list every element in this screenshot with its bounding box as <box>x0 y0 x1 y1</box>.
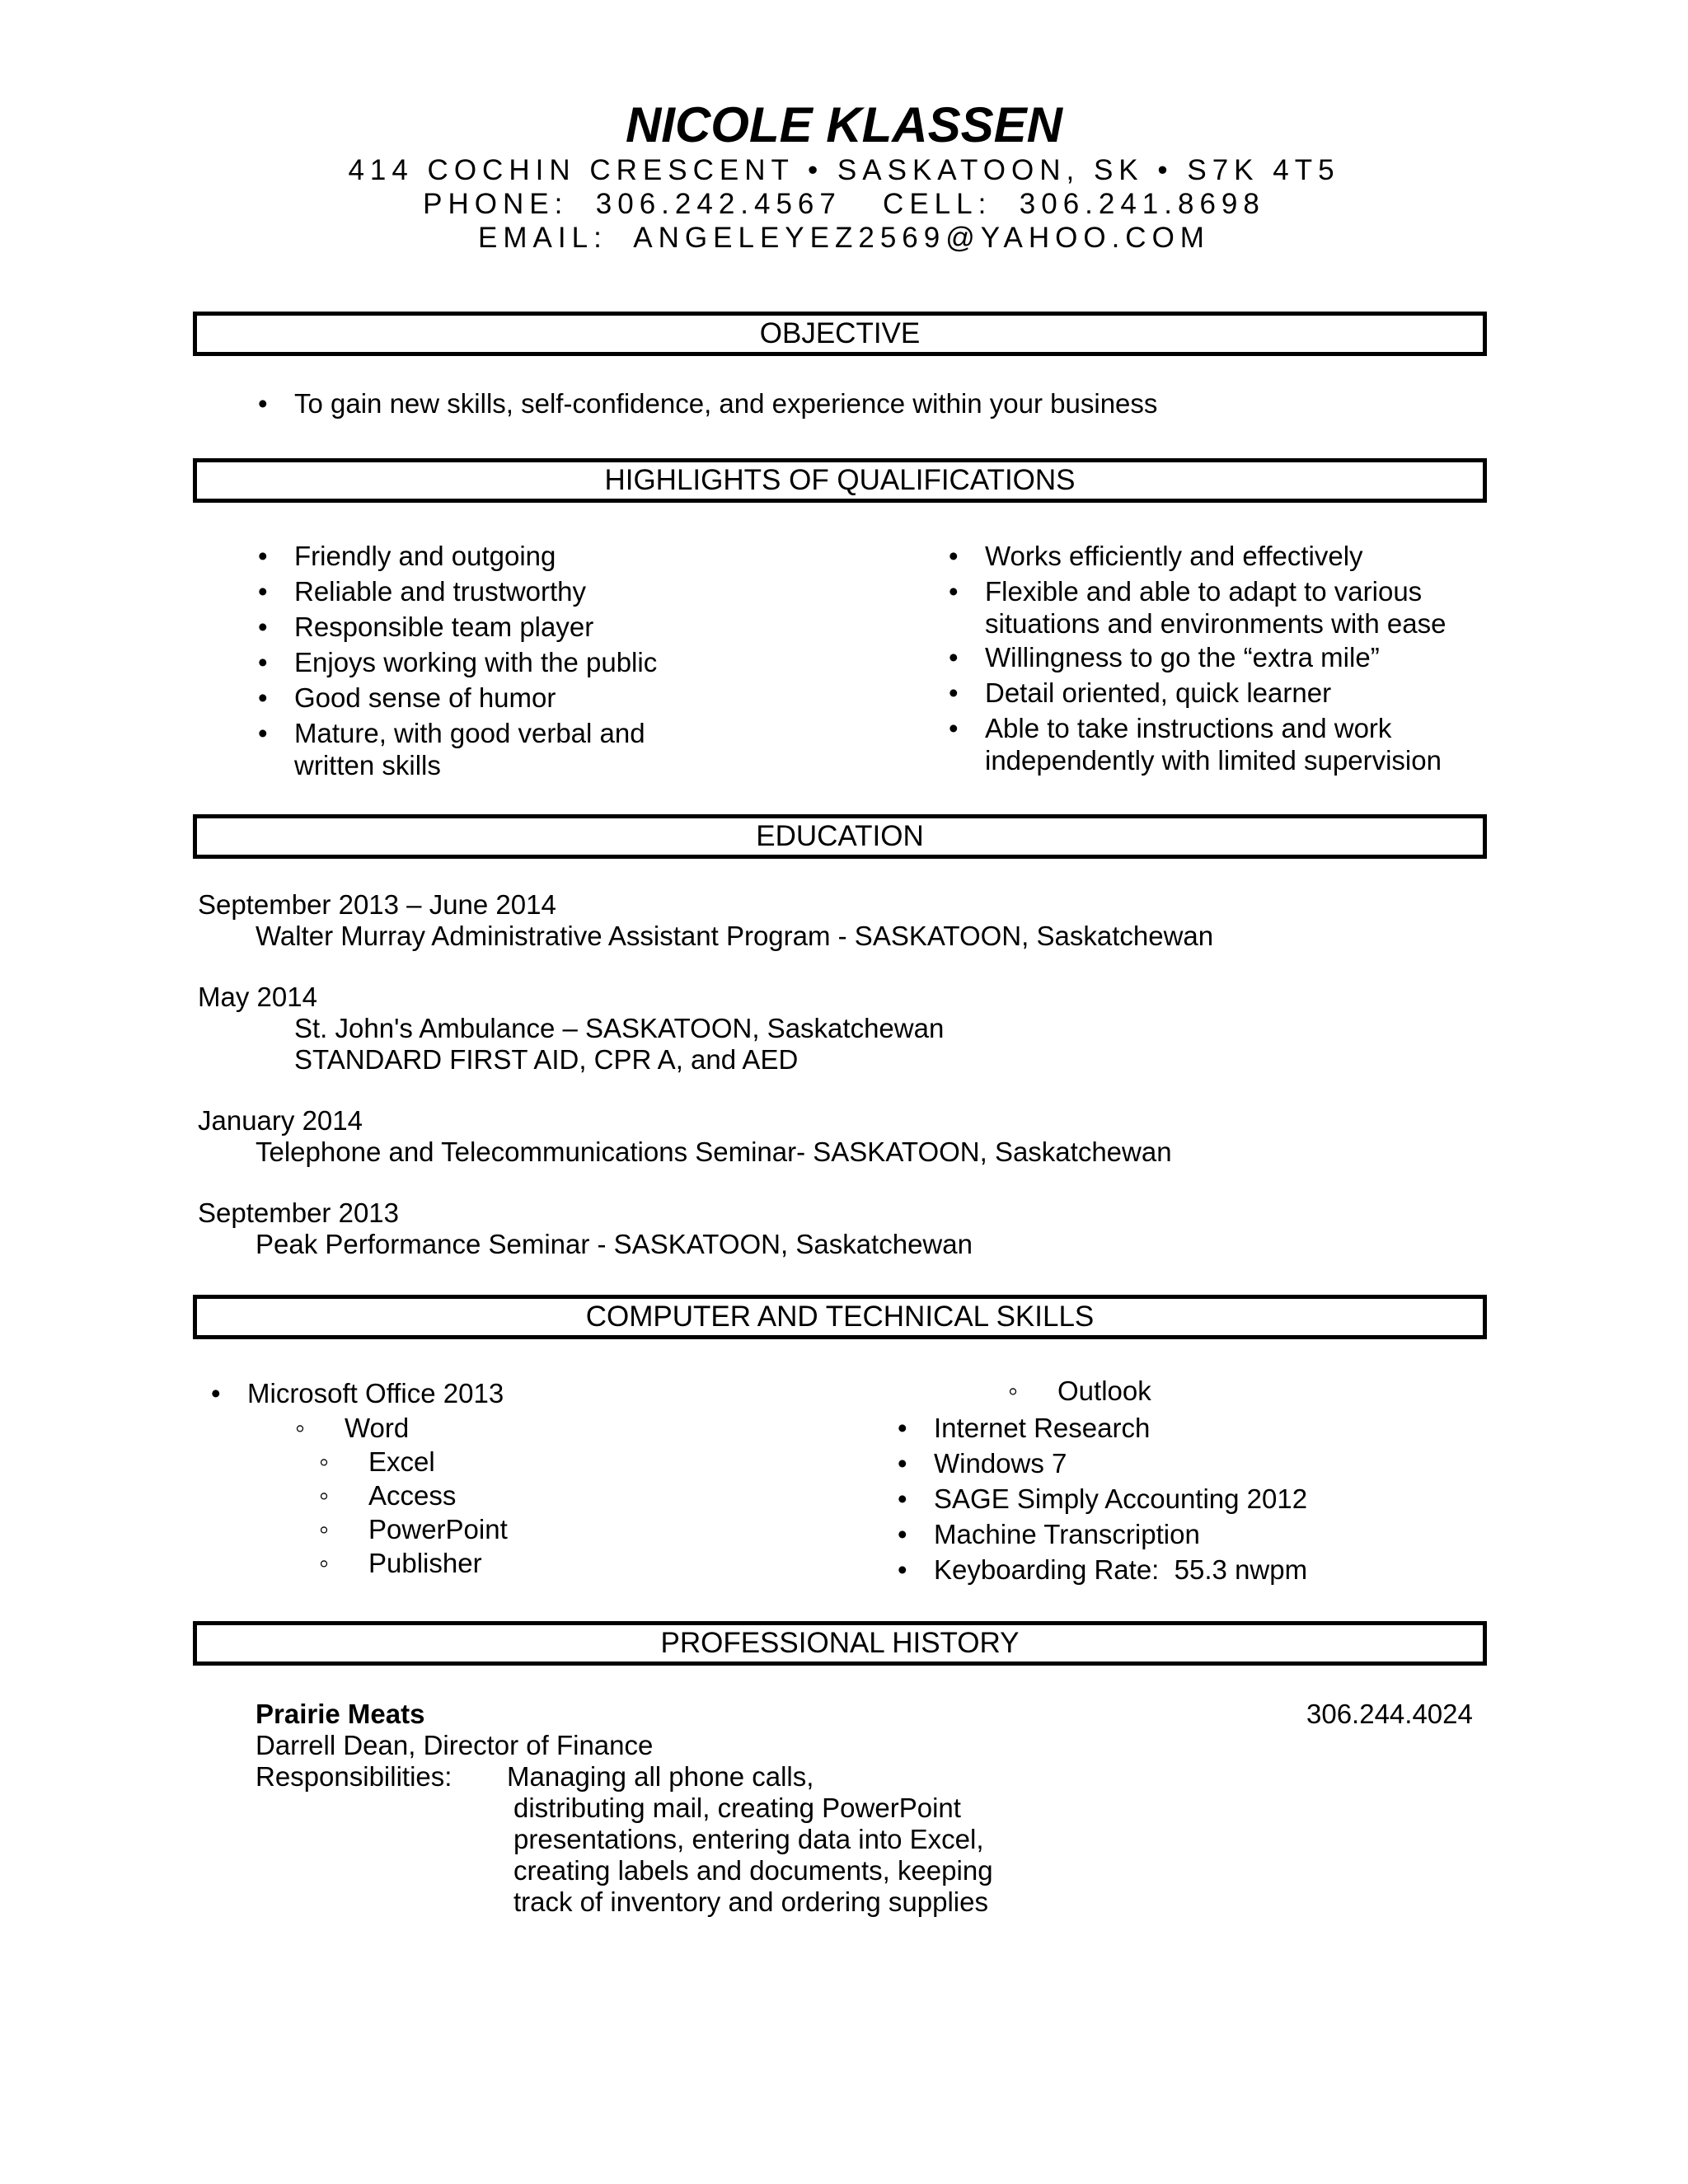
education-date: September 2013 – June 2014 <box>198 889 556 920</box>
skill-item: • Keyboarding Rate: 55.3 nwpm <box>934 1554 1307 1586</box>
employer-phone: 306.244.4024 <box>1306 1699 1473 1729</box>
skill-subitem: ◦ Access <box>368 1479 456 1512</box>
skill-subitem: ◦ Word <box>345 1412 409 1445</box>
skill-item: • Machine Transcription <box>934 1518 1200 1551</box>
skill-subitem: ◦ PowerPoint <box>368 1513 508 1546</box>
education-detail: St. John's Ambulance – SASKATOON, Saskatchewan <box>294 1013 945 1043</box>
responsibility-line: Managing all phone calls, <box>507 1761 814 1792</box>
responsibility-line: track of inventory and ordering supplies <box>513 1886 988 1917</box>
email-line: EMAIL: ANGELEYEZ2569@YAHOO.COM <box>478 222 1210 254</box>
education-date: May 2014 <box>198 982 317 1012</box>
skill-item: • SAGE Simply Accounting 2012 <box>934 1483 1307 1516</box>
education-detail: Walter Murray Administrative Assistant Program - SASKATOON, Saskatchewan <box>256 921 1214 951</box>
education-date: September 2013 <box>198 1197 400 1228</box>
education-heading: EDUCATION <box>193 814 1487 859</box>
highlight-item: • Willingness to go the “extra mile” <box>985 641 1380 674</box>
skill-subitem: ◦ Excel <box>368 1446 435 1479</box>
employer-contact: Darrell Dean, Director of Finance <box>256 1730 654 1760</box>
highlight-item: • Flexible and able to adapt to various <box>985 575 1422 608</box>
phone-line: PHONE: 306.242.4567 CELL: 306.241.8698 <box>423 188 1265 220</box>
objective-item: • To gain new skills, self-confidence, and experience within your business <box>294 387 1157 420</box>
education-detail: STANDARD FIRST AID, CPR A, and AED <box>294 1044 799 1075</box>
highlight-item: • Good sense of humor <box>294 682 556 715</box>
skills-heading: COMPUTER AND TECHNICAL SKILLS <box>193 1295 1487 1339</box>
skill-item: • Internet Research <box>934 1412 1150 1445</box>
responsibility-line: distributing mail, creating PowerPoint <box>513 1793 961 1823</box>
skill-item: • Windows 7 <box>934 1447 1067 1480</box>
education-date: January 2014 <box>198 1105 363 1136</box>
education-detail: Telephone and Telecommunications Seminar- SASKATOON, Saskatchewan <box>256 1137 1172 1167</box>
skill-subitem: ◦ Outlook <box>1057 1375 1151 1408</box>
highlight-item: • Reliable and trustworthy <box>294 575 586 608</box>
highlight-item: • Enjoys working with the public <box>294 646 657 679</box>
history-heading: PROFESSIONAL HISTORY <box>193 1621 1487 1666</box>
highlight-item-continuation: independently with limited supervision <box>985 745 1442 776</box>
responsibilities-label: Responsibilities: <box>256 1761 452 1792</box>
highlight-item: • Responsible team player <box>294 611 593 644</box>
highlight-item: • Able to take instructions and work <box>985 712 1391 745</box>
objective-heading: OBJECTIVE <box>193 312 1487 356</box>
highlight-item-continuation: situations and environments with ease <box>985 608 1447 639</box>
skill-item: • Microsoft Office 2013 <box>247 1377 504 1410</box>
highlight-item: • Mature, with good verbal and <box>294 717 645 750</box>
highlight-item: • Detail oriented, quick learner <box>985 677 1331 710</box>
education-detail: Peak Performance Seminar - SASKATOON, Saskatchewan <box>256 1229 973 1259</box>
highlight-item: • Friendly and outgoing <box>294 540 556 573</box>
highlight-item: • Works efficiently and effectively <box>985 540 1363 573</box>
responsibility-line: creating labels and documents, keeping <box>513 1855 993 1886</box>
address-line: 414 COCHIN CRESCENT • SASKATOON, SK • S7K 4T5 <box>348 154 1340 186</box>
skill-subitem: ◦ Publisher <box>368 1547 482 1580</box>
candidate-name: NICOLE KLASSEN <box>625 97 1063 152</box>
highlights-heading: HIGHLIGHTS OF QUALIFICATIONS <box>193 458 1487 503</box>
employer-name: Prairie Meats <box>256 1699 425 1729</box>
responsibility-line: presentations, entering data into Excel, <box>513 1824 984 1854</box>
highlight-item-continuation: written skills <box>294 750 441 780</box>
